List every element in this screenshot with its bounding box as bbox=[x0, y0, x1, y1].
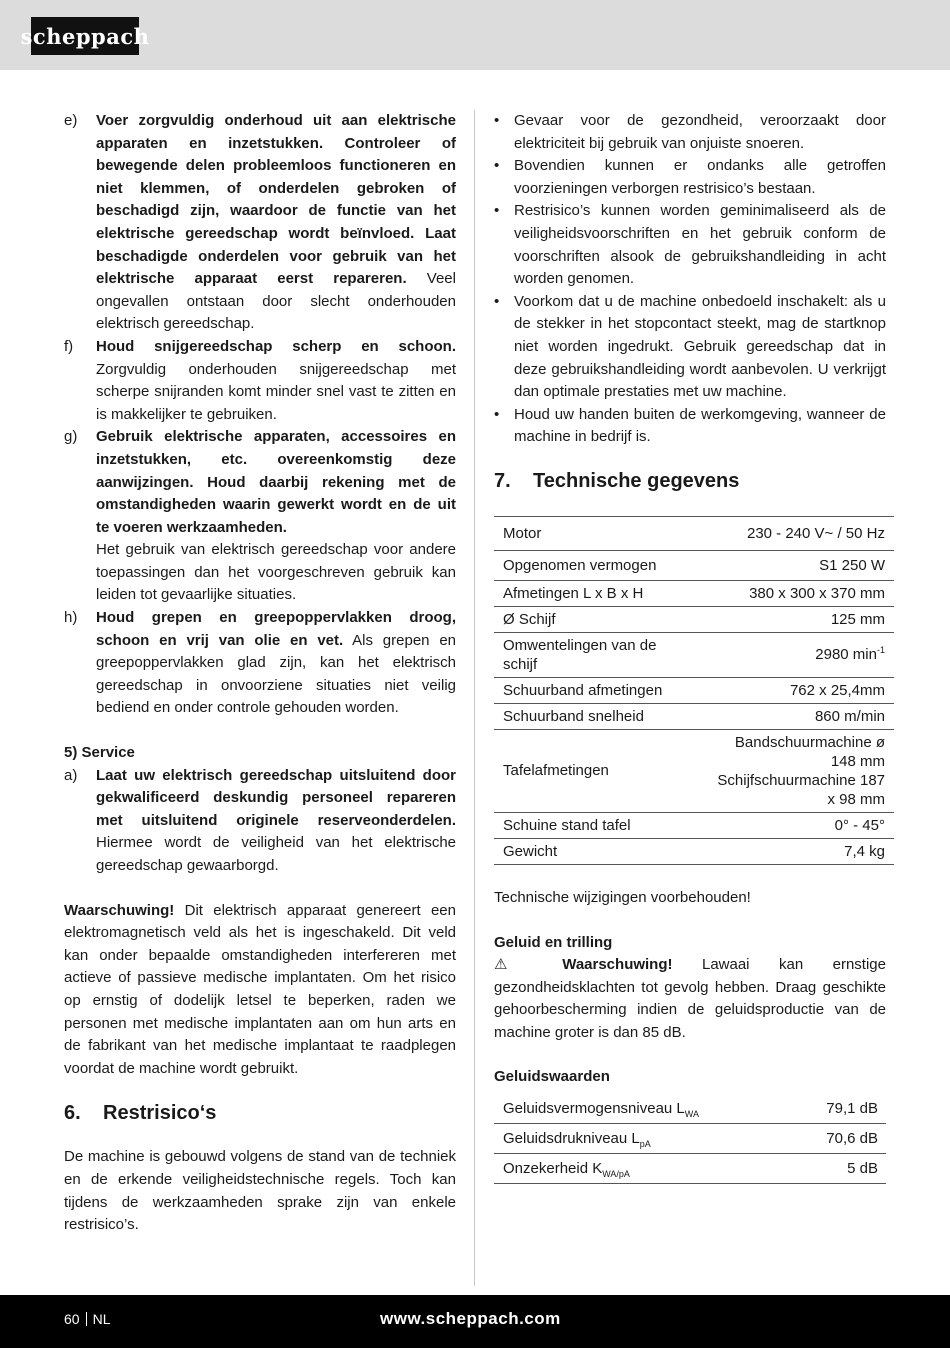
bullet-icon: • bbox=[494, 292, 500, 310]
instruction-a-text: Hiermee wordt de veiligheid van het elektrische gereedschap gewaarborgd. bbox=[96, 834, 456, 874]
section-title: Technische gegevens bbox=[533, 469, 740, 492]
section-6-heading bbox=[64, 1100, 456, 1126]
table-row: Gewicht 7,4 kg bbox=[494, 838, 894, 864]
noise-warning-text: Lawaai kan ernstige gezondheidsklachten tot gevolg hebben. Draag geschikte gehoorbescherming indien de geluidsproductie van de machine groter is dan 85 dB. bbox=[494, 956, 886, 1041]
instruction-e bbox=[64, 110, 456, 336]
list-item: • Houd uw handen buiten de werkomgeving, wanneer de machine in bedrijf is. bbox=[494, 404, 886, 449]
table-row: Afmetingen L x B x H 380 x 300 x 370 mm bbox=[494, 580, 894, 606]
list-item: • Bovendien kunnen er ondanks alle getroffen voorzieningen verborgen restrisico’s bestaan. bbox=[494, 155, 886, 200]
page-number: 60 NL bbox=[64, 1311, 111, 1327]
section-6-text: De machine is gebouwd volgens de stand van de techniek en de erkende veiligheidstechnische regels. Toch kan tijdens de werkzaamheden sprake zijn van enkele restrisico’s. bbox=[64, 1148, 456, 1234]
section-7-heading bbox=[494, 468, 886, 494]
right-column bbox=[494, 110, 886, 1184]
item-marker: a) bbox=[64, 766, 78, 784]
instruction-h-text: Als grepen en greepoppervlakken glad zijn, kan het elektrisch gereedschap in onvoorziene situaties niet veilig bediend en onder controle gehouden worden. bbox=[96, 631, 457, 717]
table-row: Geluidsvermogensniveau $L_{WA}$ 79,1 dB bbox=[494, 1094, 886, 1124]
table-row: Schuurband snelheid 860 m/min bbox=[494, 703, 894, 729]
item-marker: g) bbox=[64, 428, 78, 446]
table-row: Ø Schijf 125 mm bbox=[494, 606, 894, 632]
emf-warning-label: Waarschuwing! bbox=[64, 901, 175, 919]
list-item: • Restrisico’s kunnen worden geminimaliseerd als de veiligheidsvoorschriften en het gebruik conform de voorschriften alsook de gebruikshandleiding in acht worden genomen. bbox=[494, 200, 886, 290]
warning-icon: ⚠ bbox=[494, 956, 533, 974]
noise-warning bbox=[494, 954, 886, 1044]
emf-warning-text: Dit elektrisch apparaat genereert een elektromagnetisch veld als het is ingeschakeld. Dit veld kan onder bepaalde omstandigheden interfereren met actieve of passieve medische implantaten. Om het risico op ernstig of dodelijk letsel te beperken, raden we personen met medische implantaten aan om hun arts en de fabrikant van het medische implantaat te raadplegen voordat de machine wordt gebruikt. bbox=[64, 901, 456, 1077]
item-marker: h) bbox=[64, 609, 78, 627]
language-code: NL bbox=[92, 1311, 111, 1327]
website-link[interactable]: www.scheppach.com bbox=[380, 1309, 561, 1328]
instruction-f-text: Zorgvuldig onderhouden snijgereedschap met scherpe snijranden komt minder snel vast te zitten en is makkelijker te gebruiken. bbox=[96, 360, 456, 423]
instruction-e-text: Veel ongevallen ontstaan door slecht onderhouden elektrisch gereedschap. bbox=[96, 270, 456, 333]
bullet-icon: • bbox=[494, 405, 500, 423]
emf-warning bbox=[64, 900, 456, 1081]
item-marker: f) bbox=[64, 337, 74, 355]
column-divider bbox=[474, 110, 475, 1286]
left-column bbox=[64, 110, 456, 1237]
table-row: Opgenomen vermogen S1 250 W bbox=[494, 550, 894, 580]
table-row: Motor 230 - 240 V~ / 50 Hz bbox=[494, 516, 894, 550]
item-marker: e) bbox=[64, 112, 78, 129]
technical-data-table bbox=[494, 516, 894, 865]
list-item: • Voorkom dat u de machine onbedoeld inschakelt: als u de stekker in het stopcontact steekt, mag de startknop niet worden ingedrukt. Gebruik gereedschap dat in deze gebruikshandleiding wordt aanbevolen. U verkrijgt dan optimale prestaties met uw machine. bbox=[494, 291, 886, 404]
noise-values-table bbox=[494, 1094, 886, 1184]
instruction-h bbox=[64, 607, 456, 720]
section-number: 6. bbox=[64, 1102, 81, 1125]
bullet-icon: • bbox=[494, 112, 500, 129]
service-heading: 5) Service bbox=[64, 744, 135, 762]
brand-logo: scheppach bbox=[31, 17, 139, 55]
risk-bullet-list bbox=[494, 110, 886, 449]
instruction-a bbox=[64, 765, 456, 878]
list-item: • Gevaar voor de gezondheid, veroorzaakt door elektriciteit bij gebruik van onjuiste snoeren. bbox=[494, 110, 886, 155]
table-row: Geluidsdrukniveau $L_{pA}$ 70,6 dB bbox=[494, 1124, 886, 1154]
table-row: Schuurband afmetingen 762 x 25,4mm bbox=[494, 677, 894, 703]
table-row: Onzekerheid $K_{WA/pA}$ 5 dB bbox=[494, 1154, 886, 1184]
table-row: Schuine stand tafel 0° - 45° bbox=[494, 812, 894, 838]
separator bbox=[86, 1312, 87, 1326]
tech-note: Technische wijzigingen voorbehouden! bbox=[494, 888, 751, 906]
instruction-a-bold: Laat uw elektrisch gereedschap uitsluitend door gekwalificeerd deskundig personeel repareren met uitsluitend originele reserveonderdelen. bbox=[96, 766, 456, 829]
instruction-f-bold: Houd snijgereedschap scherp en schoon. bbox=[96, 337, 456, 355]
instruction-f bbox=[64, 336, 456, 426]
section-number: 7. bbox=[494, 469, 511, 492]
section-title: Restrisico‘s bbox=[103, 1102, 217, 1125]
instruction-h-bold: Houd grepen en greepoppervlakken droog, schoon en vrij van olie en vet. bbox=[96, 609, 456, 649]
bullet-icon: • bbox=[494, 157, 500, 175]
footer-bar bbox=[0, 1295, 950, 1348]
noise-values-heading: Geluidswaarden bbox=[494, 1068, 610, 1086]
bullet-icon: • bbox=[494, 202, 500, 220]
table-row: Omwentelingen van de schijf 2980 $\min^{-1}$ bbox=[494, 632, 894, 677]
noise-heading: Geluid en trilling bbox=[494, 933, 613, 951]
noise-warning-label: Waarschuwing! bbox=[562, 956, 673, 974]
instruction-g-text: Het gebruik van elektrisch gereedschap voor andere toepassingen dan het voorgeschreven gebruik kan leiden tot gevaarlijke situaties. bbox=[96, 541, 456, 604]
instruction-g bbox=[64, 426, 456, 607]
instruction-g-bold: Gebruik elektrische apparaten, accessoires en inzetstukken, etc. overeenkomstig deze aanwijzingen. Houd daarbij rekening met de omstandigheden waarin gewerkt wordt en de uit te voeren werkzaamheden. bbox=[96, 428, 456, 536]
table-row: Tafelafmetingen Bandschuurmachine ø 148 mm Schijfschuurmachine 187 x 98 mm bbox=[494, 729, 894, 812]
instruction-e-bold: Voer zorgvuldig onderhoud uit aan elektrische apparaten en inzetstukken. Controleer of bewegende delen probleemloos functioneren en niet klemmen, of onderdelen gebroken of beschadigd zijn, waardoor de functie van het elektrische gereedschap wordt beïnvloed. Laat beschadigde onderdelen voor gebruik van het elektrische apparaat eerst repareren. bbox=[96, 112, 456, 288]
